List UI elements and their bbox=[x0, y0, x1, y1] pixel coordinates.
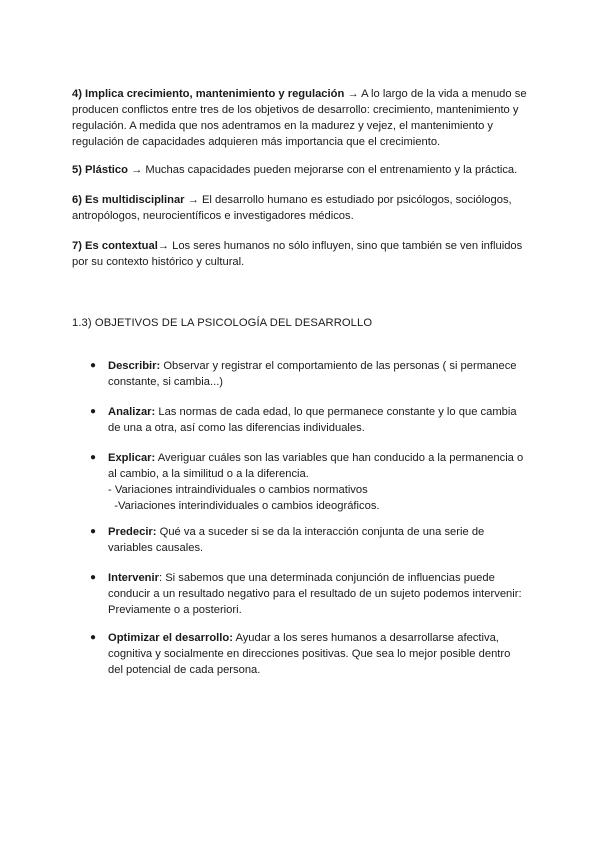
objective-analyze bbox=[90, 404, 528, 436]
objective-subpoint: -Variaciones interindividuales o cambios ideográficos. bbox=[108, 500, 380, 512]
property-contextual bbox=[72, 238, 534, 270]
bullet-icon: ● bbox=[90, 526, 97, 537]
objective-text: : Si sabemos que una determinada conjunción de influencias puede conducir a un resultado negativo para el resultado de un sujeto podemos intervenir: Previamente o a posteriori. bbox=[108, 572, 522, 616]
property-title: 6) Es multidisciplinar bbox=[72, 194, 185, 206]
objective-term: Intervenir bbox=[108, 572, 159, 584]
arrow-icon: → bbox=[127, 164, 146, 176]
property-title: 5) Plástico bbox=[72, 164, 128, 176]
objective-optimize bbox=[90, 630, 528, 678]
objective-text: Observar y registrar el comportamiento de las personas ( si permanece constante, si cambia...) bbox=[108, 360, 517, 388]
property-text: Los seres humanos no sólo influyen, sino que también se ven influidos por su contexto histórico y cultural. bbox=[72, 240, 523, 268]
arrow-icon: → bbox=[157, 240, 173, 252]
objective-describe bbox=[90, 358, 528, 390]
objective-term: Explicar: bbox=[108, 452, 156, 464]
objective-text: Qué va a suceder si se da la interacción conjunta de una serie de variables causales. bbox=[108, 526, 485, 554]
property-title: 7) Es contextual bbox=[72, 240, 158, 252]
bullet-icon: ● bbox=[90, 632, 97, 643]
arrow-icon: → bbox=[184, 194, 202, 206]
objective-term: Analizar: bbox=[108, 406, 156, 418]
property-growth-maintenance-regulation bbox=[72, 86, 534, 150]
section-heading: 1.3) OBJETIVOS DE LA PSICOLOGÍA DEL DESARROLLO bbox=[72, 317, 373, 329]
property-title: 4) Implica crecimiento, mantenimiento y regulación bbox=[72, 88, 345, 100]
property-text: A lo largo de la vida a menudo se producen conflictos entre tres de los objetivos de desarrollo: crecimiento, mantenimiento y regulación. A medida que nos adentramos en la madurez y vejez, el mantenimiento y regulación de capacidades adquieren más importancia que el crecimiento. bbox=[72, 88, 527, 148]
bullet-icon: ● bbox=[90, 406, 97, 417]
objective-term: Optimizar el desarrollo: bbox=[108, 632, 233, 644]
bullet-icon: ● bbox=[90, 452, 97, 463]
objective-term: Describir: bbox=[108, 360, 161, 372]
objective-predict bbox=[90, 524, 528, 556]
property-plastic bbox=[72, 162, 534, 178]
bullet-icon: ● bbox=[90, 360, 97, 371]
property-text: Muchas capacidades pueden mejorarse con el entrenamiento y la práctica. bbox=[145, 164, 518, 176]
arrow-icon: → bbox=[344, 88, 362, 100]
objective-explain bbox=[90, 450, 528, 514]
objective-text: Ayudar a los seres humanos a desarrollarse afectiva, cognitiva y socialmente en direcciones positivas. Que sea lo mejor posible dentro del potencial de cada persona. bbox=[108, 632, 511, 676]
property-text: El desarrollo humano es estudiado por psicólogos, sociólogos, antropólogos, neurocientíficos e investigadores médicos. bbox=[72, 194, 512, 222]
objective-intervene bbox=[90, 570, 528, 618]
objective-text: Las normas de cada edad, lo que permanece constante y lo que cambia de una a otra, así como las diferencias individuales. bbox=[108, 406, 517, 434]
objective-term: Predecir: bbox=[108, 526, 157, 538]
bullet-icon: ● bbox=[90, 572, 97, 583]
property-multidisciplinary bbox=[72, 192, 534, 224]
objective-subpoint: - Variaciones intraindividuales o cambios normativos bbox=[108, 484, 368, 496]
objective-text: Averiguar cuáles son las variables que han conducido a la permanencia o al cambio, a la similitud o a la diferencia. bbox=[108, 452, 524, 480]
